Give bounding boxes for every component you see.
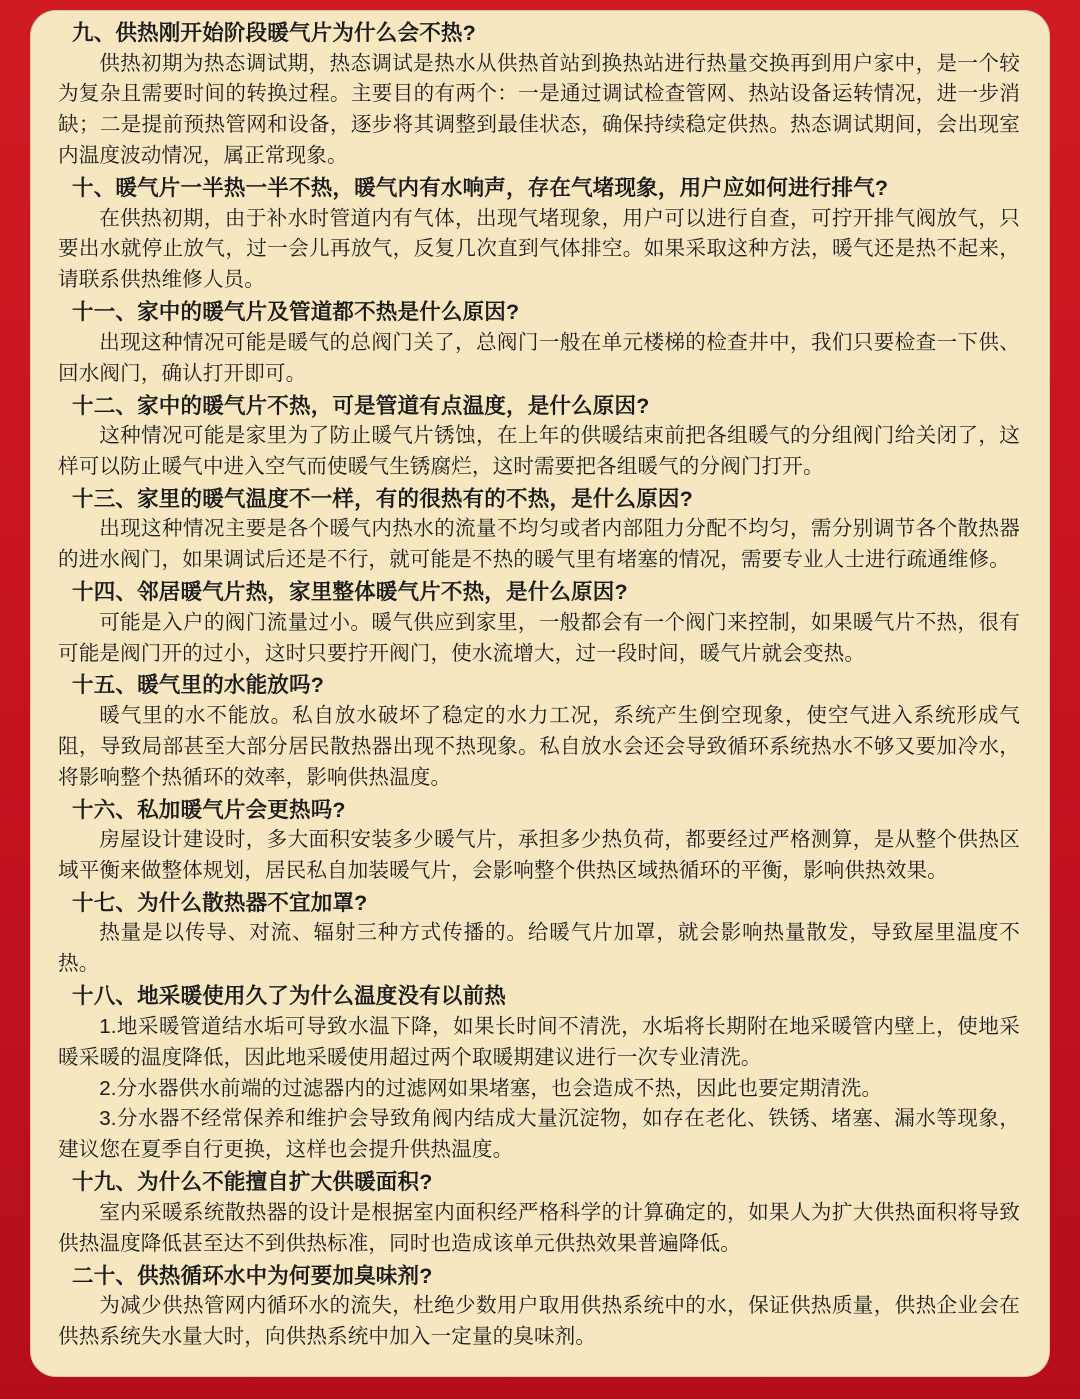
faq-question: 九、供热刚开始阶段暖气片为什么会不热?: [72, 21, 476, 45]
faq-answer: 供热初期为热态调试期，热态调试是热水从供热首站到换热站进行热量交换再到用户家中，是一个较为复杂且需要时间的转换过程。主要目的有两个：一是通过调试检查管网、热站设备运转情况，进一步消缺；二是提前预热管网和设备，逐步将其调整到最佳状态，确保持续稳定供热。热态调试期间，会出现室内温度波动情况，属正常现象。: [58, 51, 1020, 168]
faq-question: 十三、家里的暖气温度不一样，有的很热有的不热，是什么原因?: [72, 486, 693, 511]
faq-question: 十二、家中的暖气片不热，可是管道有点温度，是什么原因?: [72, 393, 650, 418]
faq-answer: 出现这种情况可能是暖气的总阀门关了，总阀门一般在单元楼梯的检查井中，我们只要检查一下供、回水阀门，确认打开即可。: [58, 330, 1020, 385]
faq-item-20: [58, 1261, 1020, 1353]
faq-item-9: [58, 18, 1020, 172]
faq-answer: 在供热初期，由于补水时管道内有气体，出现气堵现象，用户可以进行自查，可拧开排气阀放气，只要出水就停止放气，过一会儿再放气，反复几次直到气体排空。如果采取这种方法，暖气还是热不起来，请联系供热维修人员。: [58, 206, 1020, 292]
faq-answer: 室内采暖系统散热器的设计是根据室内面积经严格科学的计算确定的，如果人为扩大供热面积将导致供热温度降低甚至达不到供热标准，同时也造成该单元供热效果普遍降低。: [58, 1200, 1020, 1255]
faq-item-14: [58, 577, 1020, 669]
faq-question: 十一、家中的暖气片及管道都不热是什么原因?: [72, 300, 520, 325]
faq-answer: 3.分水器不经常保养和维护会导致角阀内结成大量沉淀物，如存在老化、铁锈、堵塞、漏水等现象，建议您在夏季自行更换，这样也会提升供热温度。: [58, 1107, 1020, 1162]
faq-item-18: [58, 981, 1020, 1166]
faq-question: 十五、暖气里的水能放吗?: [72, 673, 325, 698]
faq-item-19: [58, 1167, 1020, 1259]
faq-item-11: [58, 297, 1020, 389]
faq-answer: 2.分水器供水前端的过滤器内的过滤网如果堵塞，也会造成不热，因此也要定期清洗。: [99, 1076, 883, 1100]
faq-question: 十九、为什么不能擅自扩大供暖面积?: [72, 1170, 433, 1195]
faq-item-15: [58, 670, 1020, 793]
faq-answer: 为减少供热管网内循环水的流失，杜绝少数用户取用供热系统中的水，保证供热质量，供热企业会在供热系统失水量大时，向供热系统中加入一定量的臭味剂。: [58, 1294, 1020, 1348]
faq-item-16: [58, 795, 1020, 887]
faq-answer: 这种情况可能是家里为了防止暖气片锈蚀，在上年的供暖结束前把各组暖气的分组阀门给关闭了，这样可以防止暖气中进入空气而使暖气生锈腐烂，这时需要把各组暖气的分阀门打开。: [58, 424, 1020, 478]
faq-item-13: [58, 484, 1020, 576]
faq-question: 十八、地采暖使用久了为什么温度没有以前热: [72, 984, 507, 1009]
faq-answer: 可能是入户的阀门流量过小。暖气供应到家里，一般都会有一个阀门来控制，如果暖气片不热，很有可能是阀门开的过小，这时只要拧开阀门，使水流增大，过一段时间，暖气片就会变热。: [58, 610, 1020, 665]
faq-question: 十四、邻居暖气片热，家里整体暖气片不热，是什么原因?: [72, 580, 628, 605]
faq-answer: 暖气里的水不能放。私自放水破坏了稳定的水力工况，系统产生倒空现象，使空气进入系统形成气阻，导致局部甚至大部分居民散热器出现不热现象。私自放水会还会导致循环系统热水不够又要加冷水，将影响整个热循环的效率，影响供热温度。: [58, 703, 1020, 789]
faq-item-12: [58, 391, 1020, 483]
faq-question: 十、暖气片一半热一半不热，暖气内有水响声，存在气堵现象，用户应如何进行排气?: [72, 176, 889, 201]
faq-answer: 1.地采暖管道结水垢可导致水温下降，如果长时间不清洗，水垢将长期附在地采暖管内壁上，使地采暖采暖的温度降低，因此地采暖使用超过两个取暖期建议进行一次专业清洗。: [58, 1014, 1020, 1069]
faq-question: 十七、为什么散热器不宜加罩?: [72, 890, 368, 915]
faq-question: 二十、供热循环水中为何要加臭味剂?: [72, 1263, 433, 1288]
faq-paper: [30, 10, 1050, 1377]
faq-item-10: [58, 173, 1020, 296]
faq-answer: 热量是以传导、对流、辐射三种方式传播的。给暖气片加罩，就会影响热量散发，导致屋里温度不热。: [58, 921, 1020, 976]
faq-answer: 房屋设计建设时，多大面积安装多少暖气片，承担多少热负荷，都要经过严格测算，是从整个供热区域平衡来做整体规划，居民私自加装暖气片，会影响整个供热区域热循环的平衡，影响供热效果。: [58, 828, 1020, 883]
faq-answer: 出现这种情况主要是各个暖气内热水的流量不均匀或者内部阻力分配不均匀，需分别调节各个散热器的进水阀门，如果调试后还是不行，就可能是不热的暖气里有堵塞的情况，需要专业人士进行疏通维修。: [58, 517, 1020, 572]
faq-item-17: [58, 888, 1020, 980]
faq-question: 十六、私加暖气片会更热吗?: [72, 797, 346, 822]
